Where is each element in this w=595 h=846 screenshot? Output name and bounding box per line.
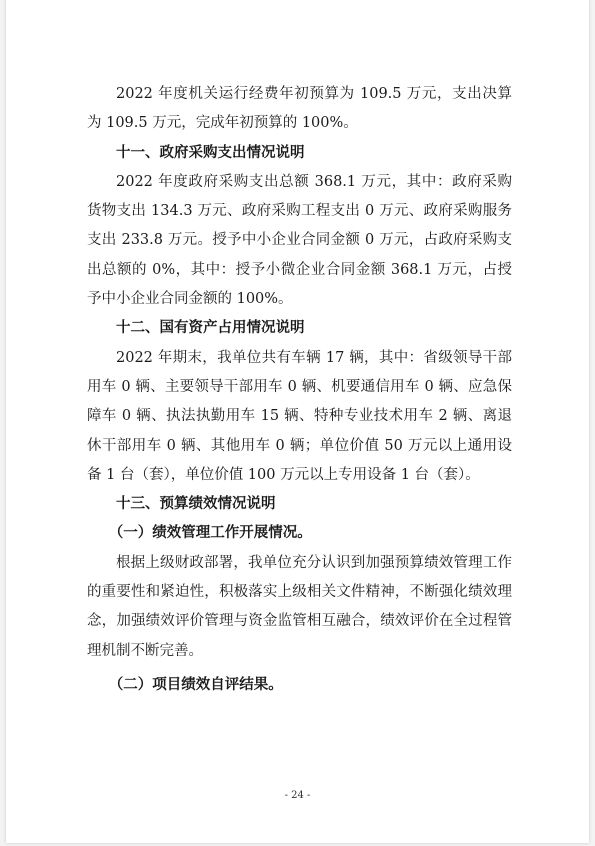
paragraph-performance-management: 根据上级财政部署，我单位充分认识到加强预算绩效管理工作的重要性和紧迫性，积极落实上级相关文件精神，不断强化绩效理念，加强绩效评价管理与资金监管相互融合，绩效评价在全过程管理机制不断完善。 xyxy=(87,554,512,659)
page-number: - 24 - xyxy=(284,790,311,801)
heading-state-assets: 十二、国有资产占用情况说明 xyxy=(116,320,305,337)
heading-government-procurement: 十一、政府采购支出情况说明 xyxy=(116,144,305,161)
paragraph-operating-expenses: 2022 年度机关运行经费年初预算为 109.5 万元，支出决算为 109.5 万元，完成年初预算的 100%。 xyxy=(87,86,512,132)
document-body xyxy=(87,80,512,700)
document-page xyxy=(6,0,589,843)
subheading-performance-management: （一）绩效管理工作开展情况。 xyxy=(108,525,312,542)
subheading-project-self-evaluation: （二）项目绩效自评结果。 xyxy=(108,676,283,693)
paragraph-state-assets: 2022 年期末，我单位共有车辆 17 辆，其中：省级领导干部用车 0 辆、主要领导干部用车 0 辆、机要通信用车 0 辆、应急保障车 0 辆、执法执勤用车 15 辆、特种专业技术用车 2 辆、离退休干部用车 0 辆、其他用车 0 辆；单位价值 50 万元以上通用设备 1 台（套），单位价值 100 万元以上专用设备 1 台（套）。 xyxy=(87,349,512,483)
heading-budget-performance: 十三、预算绩效情况说明 xyxy=(116,496,276,513)
paragraph-government-procurement: 2022 年度政府采购支出总额 368.1 万元，其中：政府采购货物支出 134.3 万元、政府采购工程支出 0 万元、政府采购服务支出 233.8 万元。授予中小企业合同金额 0 万元，占政府采购支出总额的 0%，其中：授予小微企业合同金额 368.1 万元，占授予中小企业合同金额的 100%。 xyxy=(87,173,512,308)
